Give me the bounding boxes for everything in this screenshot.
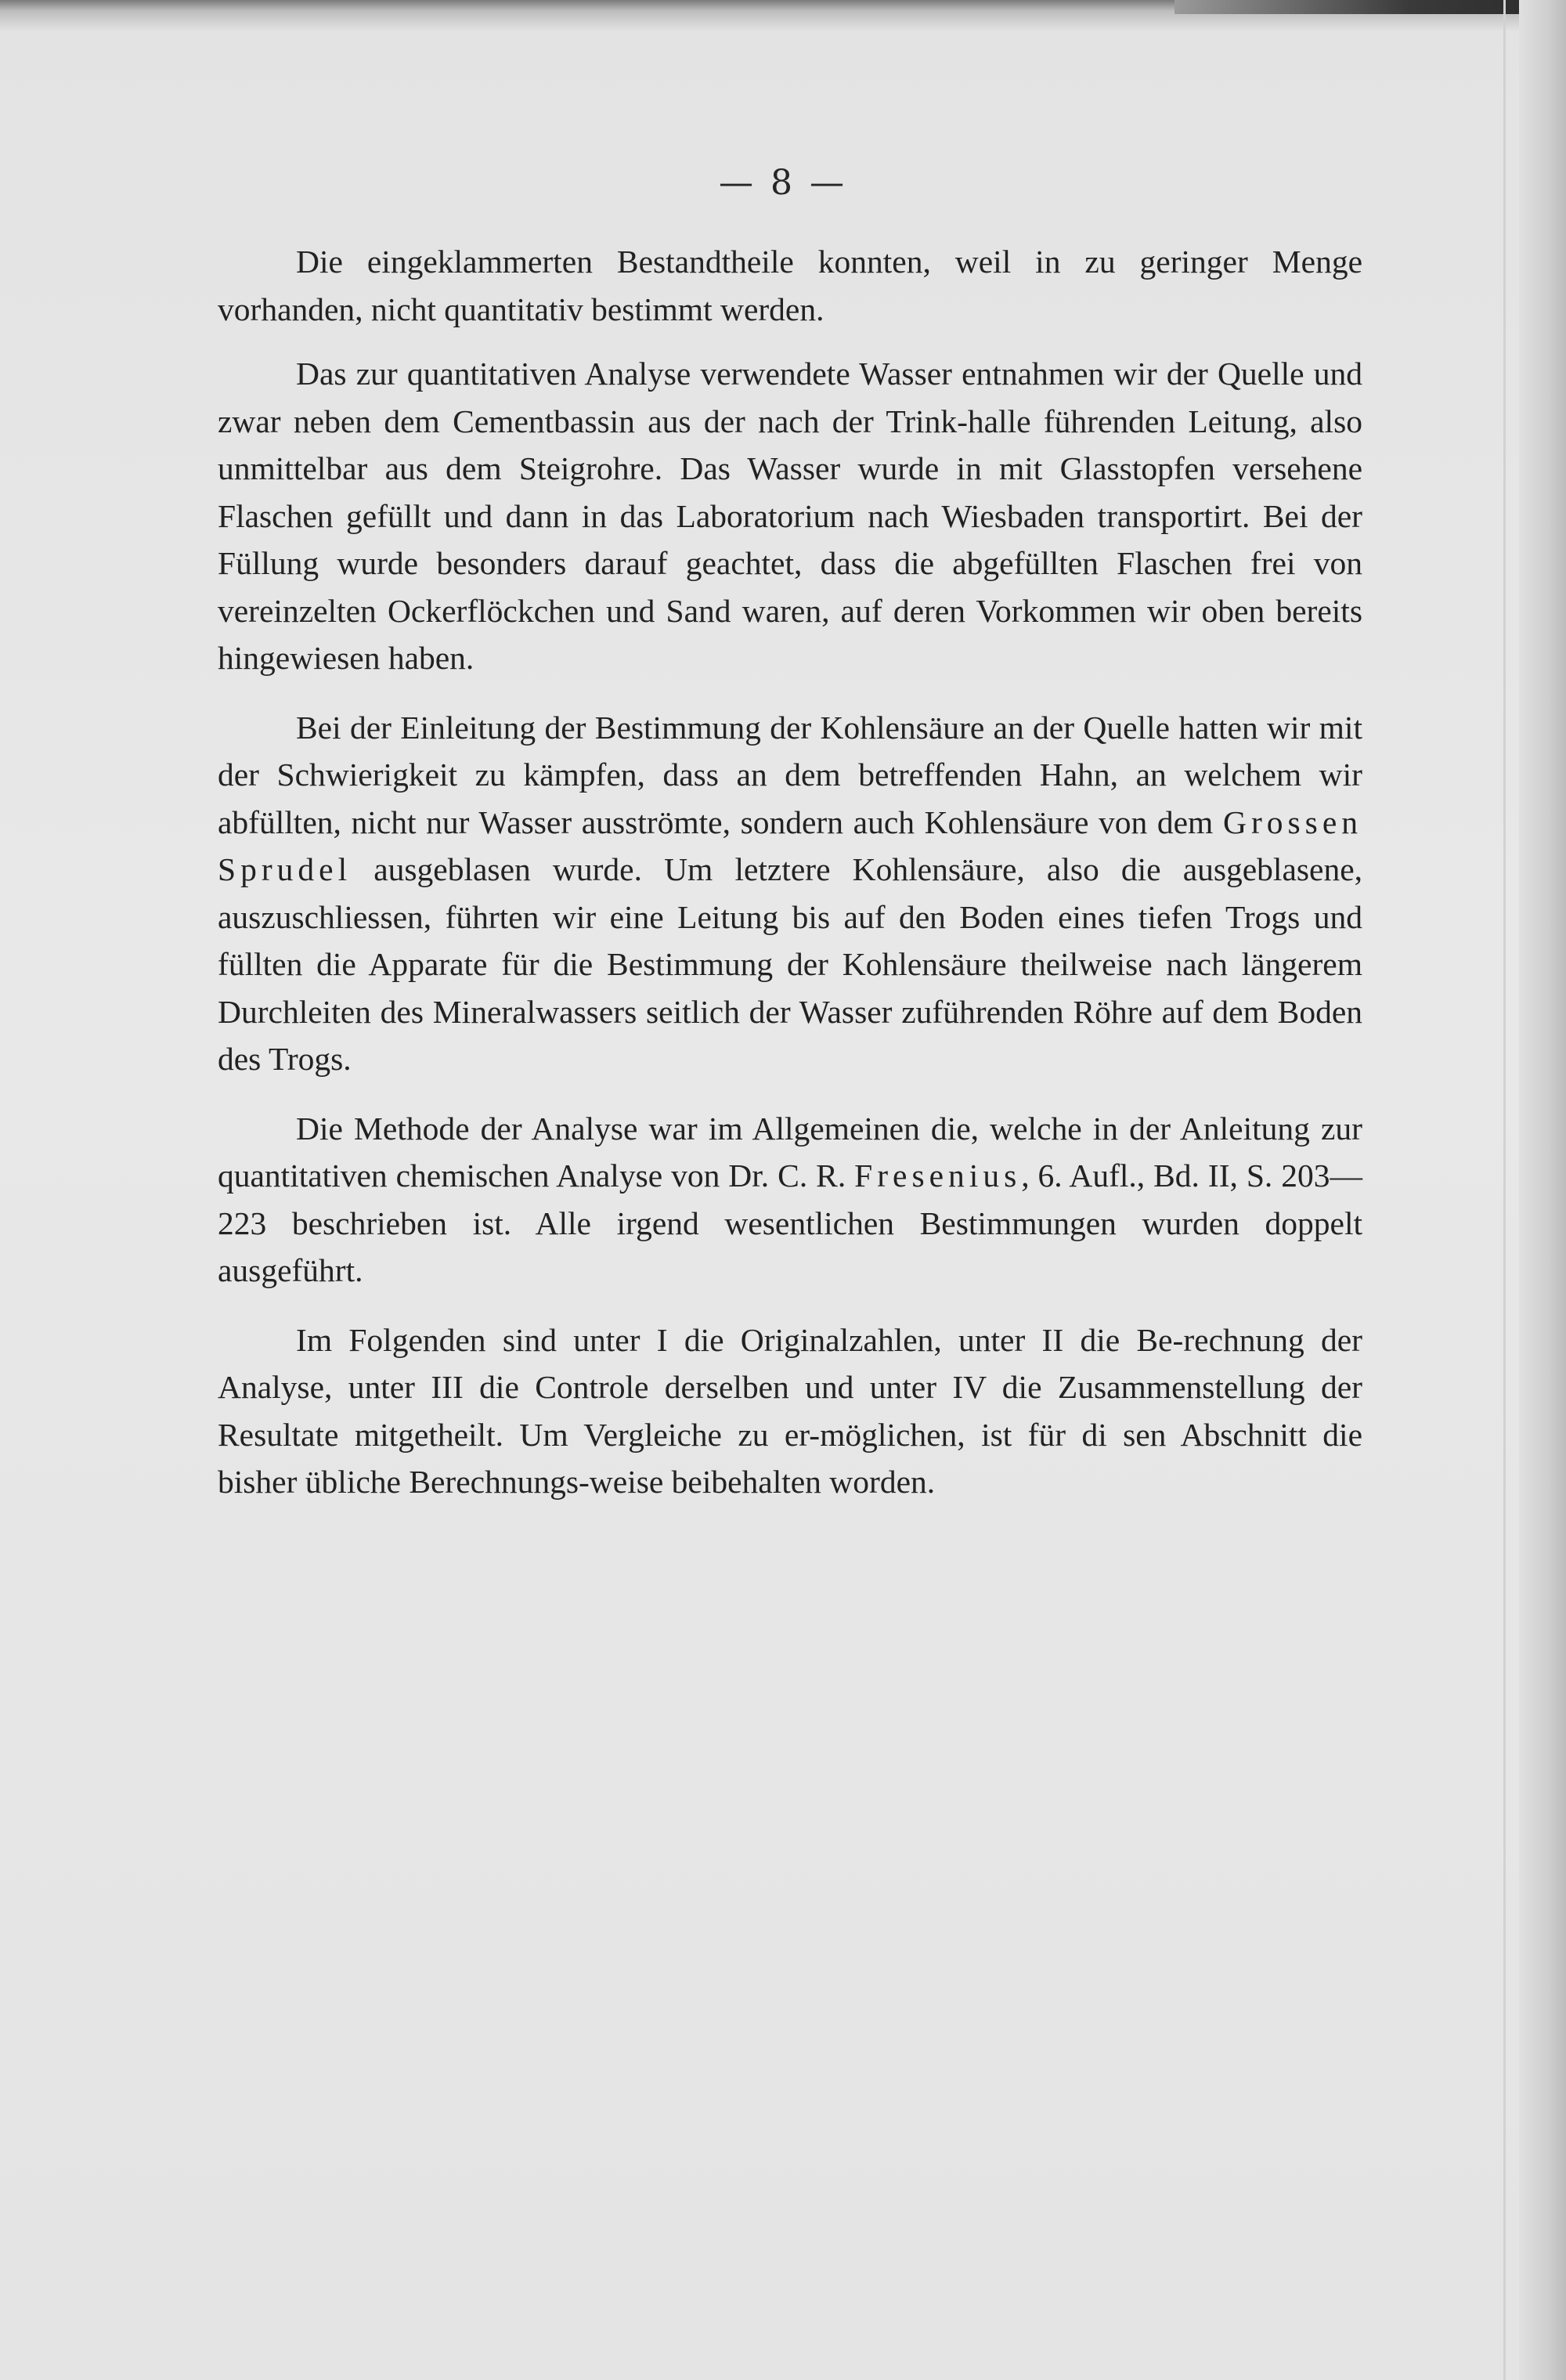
spaced-term-fresenius: Fresenius (854, 1157, 1022, 1194)
scan-right-edge (1519, 0, 1566, 2380)
paragraph-3 (218, 704, 1362, 1083)
paragraph-2: Das zur quantitativen Analyse verwendete Wasser entnahmen wir der Quelle und zwar neben dem Cementbassin aus der nach der Trink-halle führenden Leitung, also unmittelbar aus dem Steigrohre. Das Wasser wurde in mit Glasstopfen versehene Flaschen gefüllt und dann in das Laboratorium nach Wiesbaden transportirt. Bei der Füllung wurde besonders darauf geachtet, dass die abgefüllten Flaschen frei von vereinzelten Ockerflöckchen und Sand waren, auf deren Vorkommen wir oben bereits hingewiesen haben. (218, 356, 1362, 676)
body-text (218, 238, 1362, 1528)
paragraph-1: Die eingeklammerten Bestandtheile konnten, weil in zu geringer Menge vorhanden, nicht quantitativ bestimmt werden. (218, 244, 1362, 327)
spaced-term-grossen-sprudel: Grossen Sprudel (218, 804, 1362, 887)
paragraph-4-part-2: , 6. Aufl., Bd. II, S. 203—223 beschrieben ist. Alle irgend wesentlichen Bestimmungen wurden doppelt ausgeführt. (218, 1157, 1363, 1288)
paragraph-4 (218, 1105, 1362, 1295)
page-number: — 8 — (719, 163, 847, 203)
page-edge-line (1503, 0, 1506, 2380)
paragraph-3-part-2: ausgeblasen wurde. Um letztere Kohlensäure, also die ausgeblasene, auszuschliessen, führten wir eine Leitung bis auf den Boden eines tiefen Trogs und füllten die Apparate für die Bestimmung der Kohlensäure theilweise nach längerem Durchleiten des Mineralwassers seitlich der Wasser zuführenden Röhre auf dem Boden des Trogs. (218, 851, 1362, 1077)
scan-top-edge (1174, 0, 1566, 14)
paragraph-5: Im Folgenden sind unter I die Originalzahlen, unter II die Be-rechnung der Analyse, unter III die Controle derselben und unter IV die Zusammenstellung der Resultate mitgetheilt. Um Vergleiche zu er-möglichen, ist für di sen Abschnitt die bisher übliche Berechnungs-weise beibehalten worden. (218, 1321, 1362, 1500)
paragraph-3-part-1: Bei der Einleitung der Bestimmung der Kohlensäure an der Quelle hatten wir mit der Schwierigkeit zu kämpfen, dass an dem betreffenden Hahn, an welchem wir abfüllten, nicht nur Wasser ausströmte, sondern auch Kohlensäure von dem (218, 709, 1362, 840)
paragraph-4-part-1: Die Methode der Analyse war im Allgemeinen die, welche in der Anleitung zur quantitativen chemischen Analyse von Dr. C. R. (218, 1110, 1362, 1194)
